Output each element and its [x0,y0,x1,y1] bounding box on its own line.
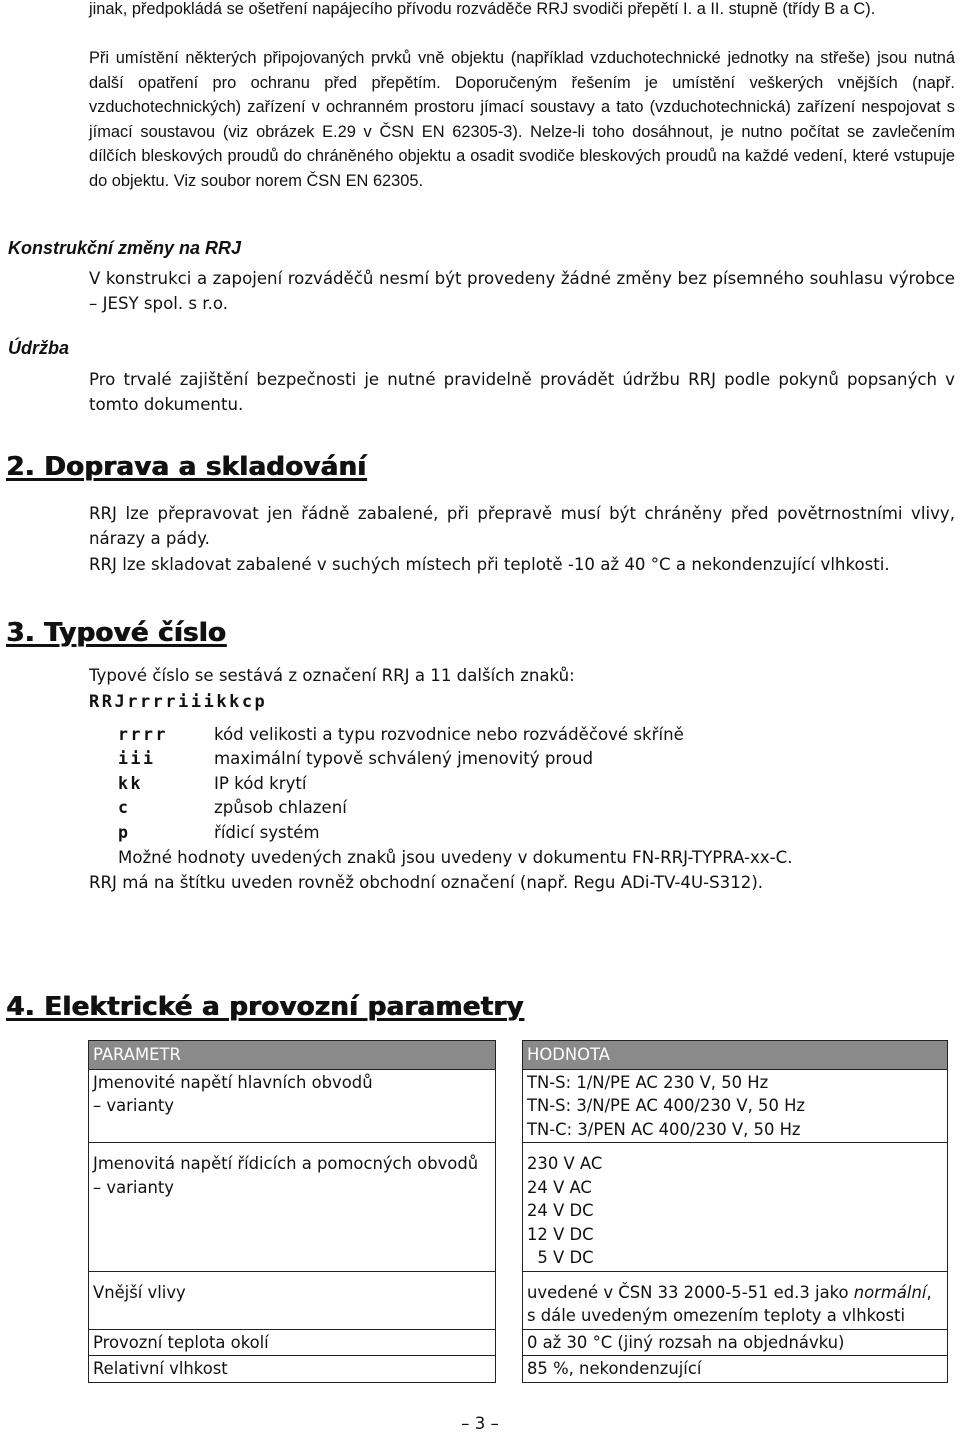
code-desc: způsob chlazení [214,798,347,817]
type-code: RRJrrrriiikkcp [89,692,268,712]
value-cell: 230 V AC 24 V AC 24 V DC 12 V DC 5 V DC [523,1143,948,1272]
typove-intro: Typové číslo se sestává z označení RRJ a 11 dalších znaků: [89,666,575,685]
code-row-p [118,820,320,845]
typove-heading: 3. Typové číslo [6,618,226,648]
doprava-p1: RRJ lze přepravovat jen řádně zabalené, při přepravě musí být chráněny před povětrnostními vlivy, nárazy a pády. [89,504,955,548]
code-desc: maximální typově schválený jmenovitý proud [214,749,594,768]
table-header-row [89,1041,948,1070]
parameters-table [88,1040,948,1383]
udrzba-text: Pro trvalé zajištění bezpečnosti je nutné pravidelně provádět údržbu RRJ podle pokynů popsaných v tomto dokumentu. [89,370,955,414]
code-row-rrrr [118,722,684,747]
konstrukcni-heading: Konstrukční změny na RRJ [8,238,242,258]
table-row [89,1271,948,1329]
code-key: p [118,823,131,842]
value-text: , s dále uvedeným omezením teploty a vlhkosti [527,1282,932,1325]
param-cell: Jmenovité napětí hlavních obvodů – varianty [89,1069,496,1143]
code-row-iii [118,746,593,771]
column-header-hodnota: HODNOTA [523,1041,948,1070]
konstrukcni-text: V konstrukci a zapojení rozváděčů nesmí být provedeny žádné změny bez písemného souhlasu výrobce – JESY spol. s r.o. [89,269,955,313]
table-row [89,1329,948,1356]
code-key: rrrr [118,725,168,744]
table-row [89,1356,948,1383]
code-key: kk [118,774,143,793]
param-cell: Vnější vlivy [89,1271,496,1329]
param-cell: Relativní vlhkost [89,1356,496,1383]
table-row [89,1143,948,1272]
page-number: – 3 – [461,1414,499,1433]
doprava-p2: RRJ lze skladovat zabalené v suchých místech při teplotě -10 až 40 °C a nekondenzující vlhkosti. [89,555,890,574]
table-row [89,1069,948,1143]
intro-line-1: jinak, předpokládá se ošetření napájecího přívodu rozváděče RRJ svodiči přepětí I. a II. stupně (třídy B a C). [89,0,876,18]
value-text: uvedené v ČSN 33 2000-5-51 ed.3 jako [527,1282,854,1302]
code-key: c [118,798,131,817]
intro-paragraph-2 [89,46,955,193]
code-desc: IP kód krytí [214,774,307,793]
code-row-c [118,795,347,820]
elektricke-heading: 4. Elektrické a provozní parametry [6,992,524,1022]
typove-note-1: Možné hodnoty uvedených znaků jsou uvedeny v dokumentu FN-RRJ-TYPRA-xx-C. [118,848,793,867]
value-emphasis: normální [853,1282,927,1302]
intro-text: Při umístění některých připojovaných prvků vně objektu (například vzduchotechnické jednotky na střeše) jsou nutná další opatření pro ochranu před přepětím. Doporučeným řešením je umístění veškerých vnějších (např. vzduchotechnických) zařízení v ochranném prostoru jímací soustavy a tato (vzduchotechnická) zařízení nespojovat s jímací soustavou (viz obrázek E.29 v ČSN EN 62305-3). Nelze-li toho dosáhnout, je nutno počítat se zavlečením dílčích bleskových proudů do chráněného objektu a osadit svodiče bleskových proudů na každé vedení, které vstupuje do objektu. Viz soubor norem ČSN EN 62305. [89,49,955,190]
param-cell: Jmenovitá napětí řídicích a pomocných obvodů – varianty [89,1143,496,1272]
value-cell: TN-S: 1/N/PE AC 230 V, 50 Hz TN-S: 3/N/PE AC 400/230 V, 50 Hz TN-C: 3/PEN AC 400/230 V, 50 Hz [523,1069,948,1143]
typove-note-2: RRJ má na štítku uveden rovněž obchodní označení (např. Regu ADi-TV-4U-S312). [89,873,764,892]
value-cell: 0 až 30 °C (jiný rozsah na objednávku) [523,1329,948,1356]
param-cell: Provozní teplota okolí [89,1329,496,1356]
code-desc: kód velikosti a typu rozvodnice nebo rozváděčové skříně [214,725,684,744]
doprava-heading: 2. Doprava a skladování [6,452,367,482]
column-header-parametr: PARAMETR [89,1041,496,1070]
udrzba-heading: Údržba [8,338,70,358]
value-cell [523,1271,948,1329]
code-desc: řídicí systém [214,823,320,842]
code-key: iii [118,749,156,768]
value-cell: 85 %, nekondenzující [523,1356,948,1383]
code-row-kk [118,771,307,796]
